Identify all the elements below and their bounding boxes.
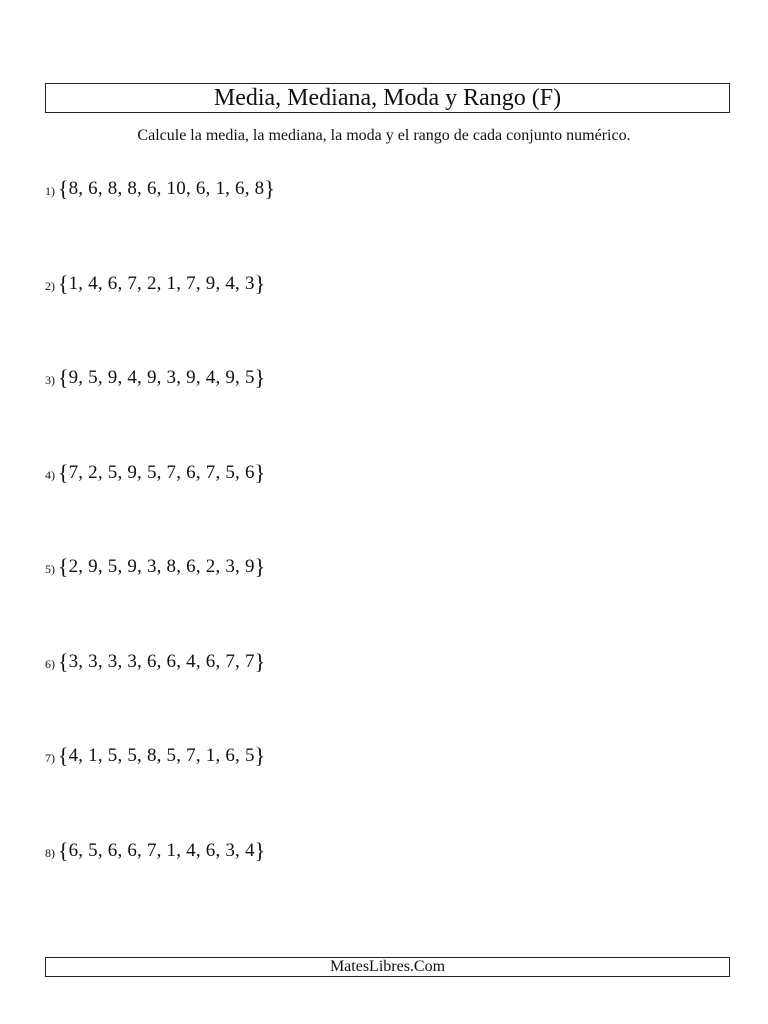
- open-brace: {: [58, 554, 69, 579]
- open-brace: {: [58, 743, 69, 768]
- close-brace: }: [254, 743, 266, 768]
- open-brace: {: [58, 649, 69, 674]
- close-brace: }: [254, 838, 266, 863]
- open-brace: {: [58, 365, 69, 390]
- problem-number: 5): [45, 561, 55, 576]
- number-set: 9, 5, 9, 4, 9, 3, 9, 4, 9, 5: [68, 367, 255, 388]
- problem-number: 4): [45, 467, 55, 482]
- open-brace: {: [58, 176, 69, 201]
- close-brace: }: [264, 176, 275, 201]
- number-set: 6, 5, 6, 6, 7, 1, 4, 6, 3, 4: [68, 840, 255, 861]
- open-brace: {: [58, 271, 69, 296]
- number-set: 1, 4, 6, 7, 2, 1, 7, 9, 4, 3: [68, 273, 255, 294]
- number-set: 4, 1, 5, 5, 8, 5, 7, 1, 6, 5: [68, 745, 255, 766]
- close-brace: }: [254, 460, 266, 485]
- close-brace: }: [254, 554, 266, 579]
- number-set: 8, 6, 8, 8, 6, 10, 6, 1, 6, 8: [68, 178, 265, 199]
- worksheet-title: Media, Mediana, Moda y Rango (F): [45, 83, 730, 113]
- close-brace: }: [254, 271, 266, 296]
- problem-number: 7): [45, 750, 55, 765]
- problem-8: [45, 838, 265, 864]
- close-brace: }: [254, 365, 266, 390]
- instructions-text: Calcule la media, la mediana, la moda y el rango de cada conjunto numérico.: [137, 127, 631, 144]
- problem-number: 1): [45, 183, 55, 198]
- open-brace: {: [58, 460, 69, 485]
- number-set: 3, 3, 3, 3, 6, 6, 4, 6, 7, 7: [68, 651, 255, 672]
- close-brace: }: [254, 649, 266, 674]
- problem-2: [45, 271, 265, 297]
- footer-site-name: MatesLibres.Com: [45, 957, 730, 977]
- problem-number: 6): [45, 656, 55, 671]
- problem-6: [45, 649, 265, 675]
- problem-4: [45, 460, 265, 486]
- problem-5: [45, 554, 265, 580]
- problem-1: [45, 176, 275, 202]
- problem-3: [45, 365, 265, 391]
- number-set: 7, 2, 5, 9, 5, 7, 6, 7, 5, 6: [68, 462, 255, 483]
- open-brace: {: [58, 838, 69, 863]
- problem-number: 3): [45, 372, 55, 387]
- problem-number: 8): [45, 845, 55, 860]
- number-set: 2, 9, 5, 9, 3, 8, 6, 2, 3, 9: [68, 556, 255, 577]
- problem-number: 2): [45, 278, 55, 293]
- problem-7: [45, 743, 265, 769]
